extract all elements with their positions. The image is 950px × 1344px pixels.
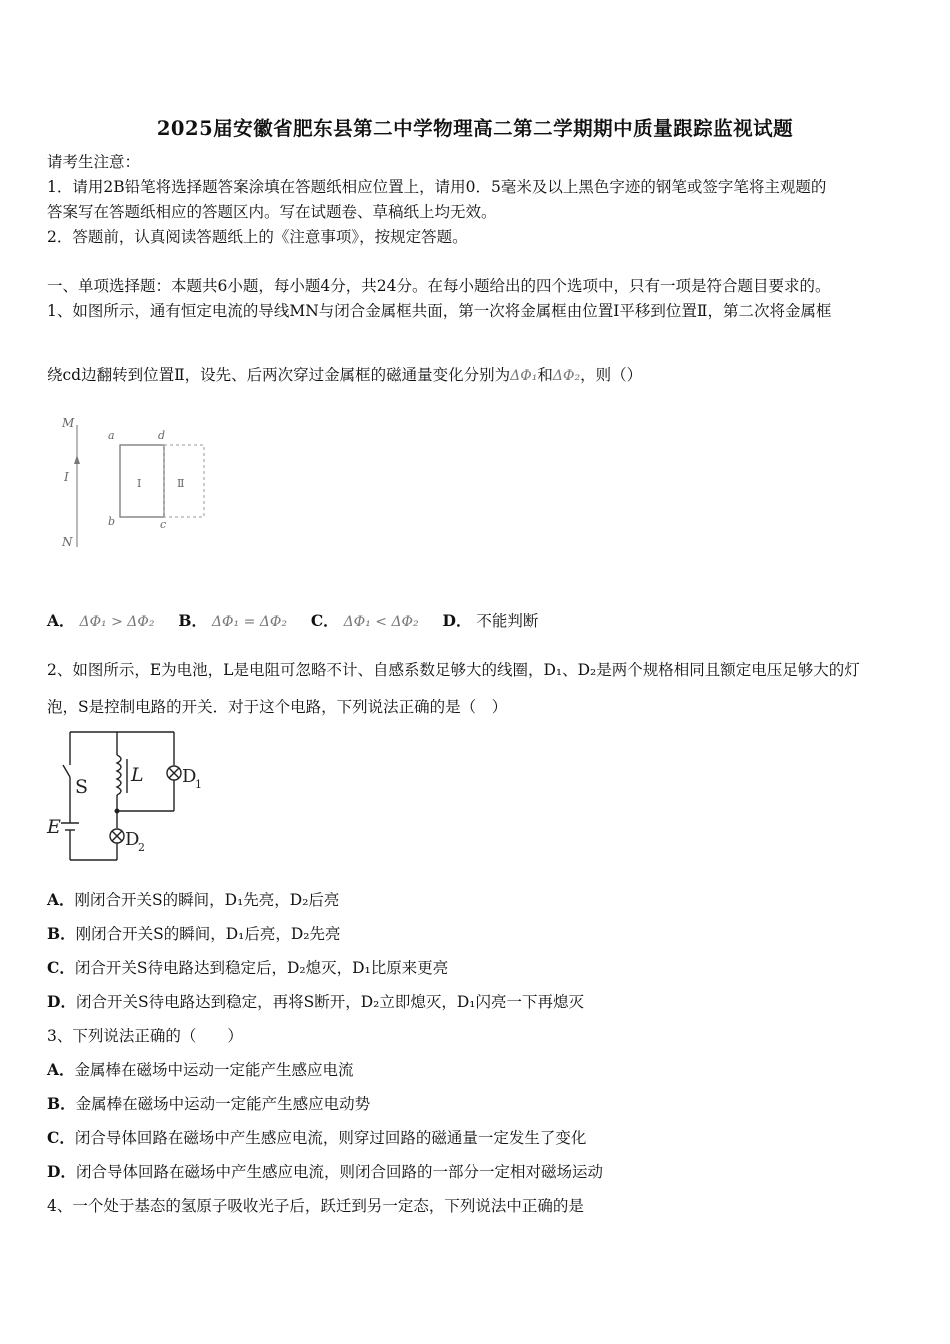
- q3-option-b-label: B．: [47, 1094, 76, 1113]
- q1-option-b-label: B．: [178, 611, 207, 630]
- q2-option-a: [47, 890, 339, 910]
- q1-option-c-label: C．: [310, 611, 339, 630]
- q4-stem: 4、一个处于基态的氢原子吸收光子后，跃迁到另一定态，下列说法中正确的是: [47, 1197, 584, 1215]
- q1-option-b-text: ΔΦ₁ = ΔΦ₂: [211, 614, 287, 630]
- q3-option-c: [47, 1128, 586, 1148]
- q1-option-c-text: ΔΦ₁ < ΔΦ₂: [343, 614, 419, 630]
- q2-stem-line-1: 2、如图所示，E为电池，L是电阻可忽略不计、自感系数足够大的线圈，D₁、D₂是两个规格相同且额定电压足够大的灯: [47, 661, 860, 679]
- q3-option-d-text: 闭合导体回路在磁场中产生感应电流，则闭合回路的一部分一定相对磁场运动: [75, 1163, 603, 1181]
- frame-position-1: [120, 445, 164, 517]
- label-b: b: [108, 515, 116, 528]
- q2-option-c: [47, 958, 448, 978]
- q3-option-c-text: 闭合导体回路在磁场中产生感应电流，则穿过回路的磁通量一定发生了变化: [74, 1129, 587, 1147]
- q3-option-c-label: C．: [47, 1128, 75, 1147]
- switch-blade: [63, 765, 70, 777]
- q3-option-b: [47, 1094, 370, 1114]
- q1-options: [47, 611, 538, 632]
- q2-option-d-label: D．: [47, 992, 76, 1011]
- q2-option-d: [47, 992, 584, 1012]
- q1-option-d-text: 不能判断: [476, 612, 539, 630]
- q1-phi1: ΔΦ₁: [510, 368, 538, 384]
- q1-stem-line-2-post: ，则（）: [580, 366, 643, 384]
- q2-option-b: [47, 924, 341, 944]
- q2-option-b-label: B．: [47, 924, 76, 943]
- notice-item-1-line-1: 1．请用2B铅笔将选择题答案涂填在答题纸相应位置上，请用0．5毫米及以上黑色字迹的钢笔或签字笔将主观题的: [47, 178, 827, 196]
- q2-option-c-text: 闭合开关S待电路达到稳定后，D₂熄灭，D₁比原来更亮: [74, 959, 449, 977]
- q2-option-b-text: 刚闭合开关S的瞬间，D₁后亮，D₂先亮: [75, 925, 341, 943]
- page-title: 2025届安徽省肥东县第二中学物理高二第二学期期中质量跟踪监视试题: [156, 117, 794, 140]
- q3-option-a-text: 金属棒在磁场中运动一定能产生感应电流: [74, 1061, 354, 1079]
- q3-option-d: [47, 1162, 603, 1182]
- q1-figure: [50, 405, 260, 560]
- q1-option-a-text: ΔΦ₁ > ΔΦ₂: [79, 614, 155, 630]
- q1-option-d-label: D．: [442, 611, 472, 630]
- q1-stem-line-2-pre: 绕cd边翻转到位置Ⅱ，设先、后两次穿过金属框的磁通量变化分别为: [47, 366, 511, 384]
- label-l: L: [131, 764, 144, 786]
- q2-option-a-label: A．: [47, 890, 75, 909]
- q2-circuit-figure: [45, 725, 215, 865]
- label-d1-sub: 1: [195, 778, 202, 791]
- label-d2-sub: 2: [138, 841, 145, 854]
- q1-stem-line-1: 1、如图所示，通有恒定电流的导线MN与闭合金属框共面，第一次将金属框由位置Ⅰ平移到位置Ⅱ，第二次将金属框: [47, 302, 832, 320]
- q3-option-b-text: 金属棒在磁场中运动一定能产生感应电动势: [75, 1095, 371, 1113]
- notice-item-1-line-2: 答案写在答题纸相应的答题区内。写在试题卷、草稿纸上均无效。: [47, 203, 497, 221]
- label-s: S: [75, 776, 89, 798]
- label-d: d: [158, 429, 166, 442]
- q1-stem-line-2: [47, 365, 642, 386]
- label-e: E: [47, 816, 61, 838]
- label-d2: D: [125, 829, 140, 850]
- label-a: a: [108, 429, 115, 442]
- q1-phi2: ΔΦ₂: [552, 368, 581, 384]
- label-c: c: [160, 518, 167, 531]
- notice-item-2: 2．答题前，认真阅读答题纸上的《注意事项》，按规定答题。: [47, 228, 468, 246]
- label-d1: D: [182, 766, 197, 787]
- current-arrow: [74, 455, 80, 464]
- q2-option-a-text: 刚闭合开关S的瞬间，D₁先亮，D₂后亮: [74, 891, 340, 909]
- q3-option-a-label: A．: [47, 1060, 75, 1079]
- label-n: N: [62, 535, 73, 549]
- q2-option-c-label: C．: [47, 958, 75, 977]
- q3-option-d-label: D．: [47, 1162, 76, 1181]
- label-i: I: [64, 470, 69, 484]
- region-1-label: Ⅰ: [137, 477, 142, 490]
- label-m: M: [62, 416, 75, 430]
- q1-and: 和: [537, 366, 553, 384]
- q3-stem: 3、下列说法正确的（ ）: [47, 1027, 243, 1045]
- q2-stem-line-2: 泡，S是控制电路的开关．对于这个电路，下列说法正确的是（ ）: [47, 698, 508, 716]
- q3-option-a: [47, 1060, 354, 1080]
- inductor-coil: [117, 755, 121, 795]
- notice-heading: 请考生注意：: [47, 153, 141, 171]
- q2-option-d-text: 闭合开关S待电路达到稳定，再将S断开，D₂立即熄灭，D₁闪亮一下再熄灭: [75, 993, 584, 1011]
- section-heading: 一、单项选择题：本题共6小题，每小题4分，共24分。在每小题给出的四个选项中，只有一项是符合题目要求的。: [47, 277, 831, 295]
- region-2-label: Ⅱ: [177, 477, 185, 490]
- q1-option-a-label: A．: [47, 611, 75, 630]
- junction-dot: [115, 809, 120, 814]
